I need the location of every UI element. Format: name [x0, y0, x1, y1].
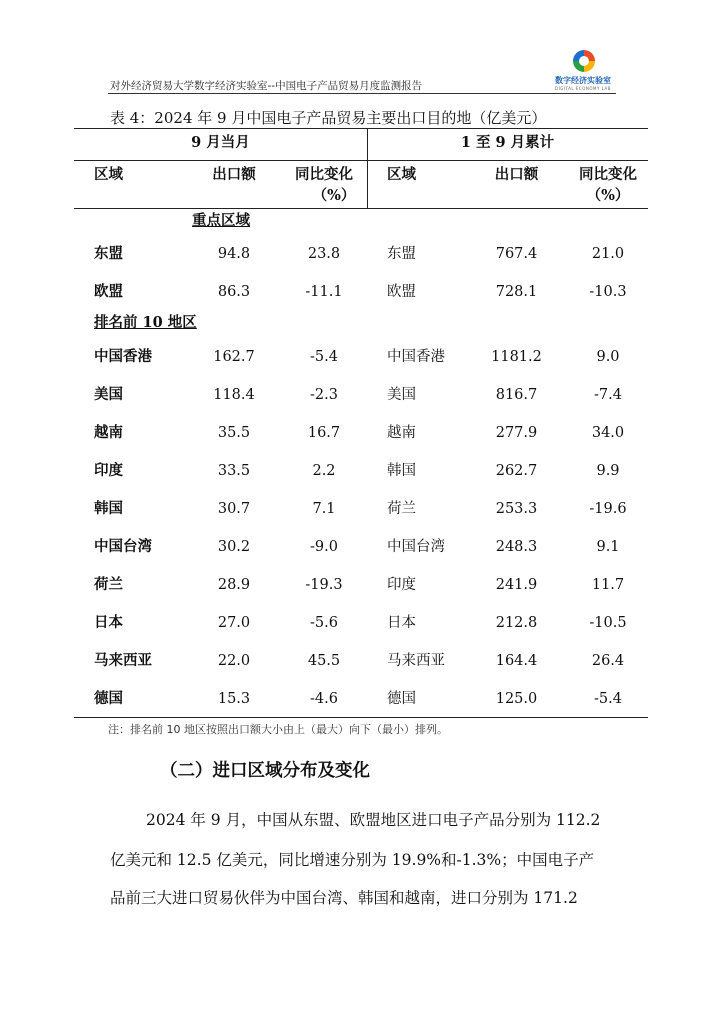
cell-yoy-cumulative: -19.6 [589, 501, 627, 517]
cell-yoy-month: -11.1 [305, 284, 343, 300]
cell-yoy-month: -9.0 [310, 539, 338, 555]
cell-region-month: 韩国 [94, 500, 123, 517]
cell-export-cumulative: 248.3 [495, 539, 538, 555]
cell-region-month: 中国香港 [94, 348, 152, 365]
cell-yoy-cumulative: -10.5 [589, 615, 627, 631]
cell-region-cumulative: 中国台湾 [387, 539, 445, 555]
cell-export-cumulative: 253.3 [495, 501, 538, 517]
cell-export-cumulative: 262.7 [495, 463, 538, 479]
cell-export-month: 27.0 [217, 615, 251, 631]
cell-yoy-month: -5.4 [310, 349, 338, 365]
cell-yoy-cumulative: -10.3 [589, 284, 627, 300]
col-header-yoy-right: 同比变化 [579, 166, 637, 183]
cell-export-cumulative: 1181.2 [491, 349, 542, 365]
cell-yoy-cumulative: 9.1 [596, 539, 620, 555]
cell-yoy-month: 45.5 [307, 653, 341, 669]
cell-yoy-cumulative: -7.4 [594, 387, 622, 403]
col-header-export-right: 出口额 [494, 166, 539, 183]
cell-region-cumulative: 中国香港 [387, 349, 445, 365]
cell-export-month: 30.2 [217, 539, 251, 555]
cell-region-month: 日本 [94, 614, 123, 631]
cell-yoy-cumulative: 11.7 [591, 577, 625, 593]
cell-export-month: 33.5 [217, 463, 251, 479]
table-bottom-rule [74, 717, 648, 718]
export-destination-table [74, 128, 648, 718]
cell-yoy-cumulative: 34.0 [591, 425, 625, 441]
col-header-rule [74, 208, 648, 209]
cell-yoy-month: 16.7 [307, 425, 341, 441]
cell-region-cumulative: 美国 [387, 387, 416, 403]
cell-yoy-cumulative: 9.9 [596, 463, 620, 479]
cell-export-month: 94.8 [217, 246, 251, 262]
table-top-rule [74, 128, 648, 129]
section-key-regions: 重点区域 [192, 212, 250, 229]
section-top10: 排名前 10 地区 [94, 314, 197, 331]
cell-export-month: 28.9 [217, 577, 251, 593]
cell-export-month: 118.4 [213, 387, 255, 403]
cell-yoy-month: -4.6 [310, 691, 338, 707]
cell-yoy-month: 7.1 [312, 501, 336, 517]
col-header-region-right: 区域 [387, 166, 416, 183]
cell-export-cumulative: 277.9 [495, 425, 538, 441]
cell-region-month: 东盟 [94, 245, 123, 262]
cell-region-cumulative: 韩国 [387, 463, 416, 479]
table-caption: 表 4：2024 年 9 月中国电子产品贸易主要出口目的地（亿美元） [110, 109, 547, 127]
cell-export-month: 22.0 [217, 653, 251, 669]
cell-export-month: 86.3 [217, 284, 251, 300]
col-header-export-left: 出口额 [212, 166, 256, 183]
cell-export-cumulative: 125.0 [495, 691, 538, 707]
cell-yoy-month: -5.6 [310, 615, 338, 631]
cell-yoy-cumulative: 21.0 [591, 246, 625, 262]
globe-icon [573, 50, 595, 72]
col-header-yoy-unit-left: （%） [312, 187, 356, 204]
cell-export-cumulative: 241.9 [495, 577, 538, 593]
cell-yoy-month: -2.3 [310, 387, 338, 403]
cell-export-cumulative: 767.4 [495, 246, 538, 262]
cell-yoy-month: 23.8 [307, 246, 341, 262]
col-header-yoy-unit-right: （%） [586, 187, 630, 204]
cell-region-cumulative: 荷兰 [387, 501, 416, 517]
cell-export-cumulative: 816.7 [495, 387, 538, 403]
paragraph-line-1: 2024 年 9 月，中国从东盟、欧盟地区进口电子产品分别为 112.2 [146, 811, 601, 829]
cell-export-month: 162.7 [213, 349, 255, 365]
paragraph-line-3: 品前三大进口贸易伙伴为中国台湾、韩国和越南，进口分别为 171.2 [110, 889, 578, 907]
col-header-yoy-left: 同比变化 [295, 166, 353, 183]
cell-region-month: 越南 [94, 424, 123, 441]
cell-export-cumulative: 728.1 [495, 284, 538, 300]
cell-region-cumulative: 东盟 [387, 246, 416, 262]
cell-yoy-month: 2.2 [312, 463, 336, 479]
cell-region-cumulative: 欧盟 [387, 284, 416, 300]
cell-yoy-month: -19.3 [305, 577, 343, 593]
cell-region-month: 欧盟 [94, 283, 123, 300]
cell-export-cumulative: 164.4 [495, 653, 538, 669]
header-text: 对外经济贸易大学数字经济实验室--中国电子产品贸易月度监测报告 [110, 80, 423, 92]
group-header-rule [74, 160, 648, 161]
cell-export-month: 30.7 [217, 501, 251, 517]
col-header-region-left: 区域 [94, 166, 123, 183]
cell-region-month: 荷兰 [94, 576, 123, 593]
header-divider [108, 93, 616, 94]
cell-region-month: 马来西亚 [94, 652, 152, 669]
cell-region-cumulative: 印度 [387, 577, 416, 593]
cell-export-month: 35.5 [217, 425, 251, 441]
paragraph-line-2: 亿美元和 12.5 亿美元，同比增速分别为 19.9%和-1.3%；中国电子产 [110, 851, 595, 869]
cell-region-month: 中国台湾 [94, 538, 152, 555]
cell-region-cumulative: 越南 [387, 425, 416, 441]
table-note: 注：排名前 10 地区按照出口额大小由上（最大）向下（最小）排列。 [108, 723, 448, 736]
cell-region-cumulative: 日本 [387, 615, 416, 631]
cell-region-month: 德国 [94, 690, 123, 707]
logo-text: 数字经济实验室 [555, 76, 611, 85]
page-header [108, 70, 616, 94]
cell-region-month: 美国 [94, 386, 123, 403]
cell-export-month: 15.3 [217, 691, 251, 707]
cell-yoy-cumulative: -5.4 [594, 691, 622, 707]
group-header-cumulative: 1 至 9 月累计 [460, 134, 555, 151]
cell-region-cumulative: 马来西亚 [387, 653, 445, 669]
lab-logo [548, 48, 618, 94]
cell-export-cumulative: 212.8 [495, 615, 538, 631]
group-header-month: 9 月当月 [191, 134, 250, 151]
cell-region-cumulative: 德国 [387, 691, 416, 707]
logo-subtext: DIGITAL ECONOMY LAB [555, 86, 611, 91]
section-heading: （二）进口区域分布及变化 [160, 761, 370, 781]
cell-region-month: 印度 [94, 462, 123, 479]
cell-yoy-cumulative: 26.4 [591, 653, 625, 669]
cell-yoy-cumulative: 9.0 [596, 349, 620, 365]
